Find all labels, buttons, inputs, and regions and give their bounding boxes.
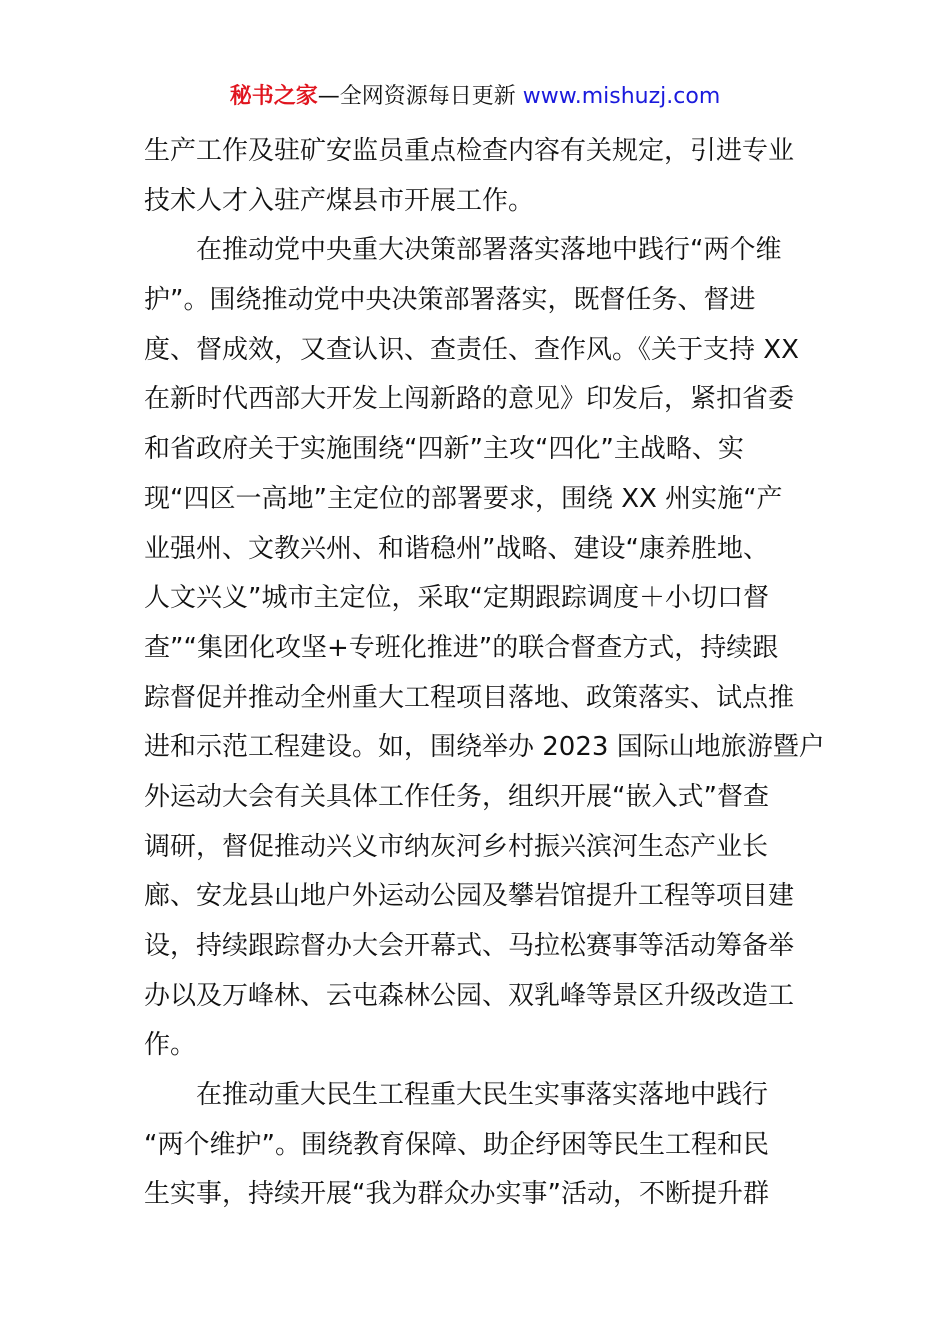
text-line: 现“四区一高地”主定位的部署要求，围绕 XX 州实施“产 xyxy=(144,483,783,514)
text-line: 生产工作及驻矿安监员重点检查内容有关规定，引进专业 xyxy=(144,136,795,166)
text-line: 生实事，持续开展“我为群众办实事”活动，不断提升群 xyxy=(144,1179,769,1210)
text-line: 在新时代西部大开发上闯新路的意见》印发后，紧扣省委 xyxy=(144,384,795,415)
text-line: 调研，督促推动兴义市纳灰河乡村振兴滨河生态产业长 xyxy=(144,831,769,862)
text-line: 作。 xyxy=(144,1030,197,1061)
text-line: 人文兴义”城市主定位，采取“定期跟踪调度＋小切口督 xyxy=(144,583,769,614)
text-line: 廊、安龙县山地户外运动公园及攀岩馆提升工程等项目建 xyxy=(144,881,795,912)
document-body xyxy=(144,127,825,1220)
text-line: 度、督成效，又查认识、查责任、查作风。《关于支持 XX xyxy=(144,334,799,365)
site-header xyxy=(0,80,950,114)
site-url-link[interactable]: www.mishuzj.com xyxy=(522,84,721,109)
text-line: 外运动大会有关具体工作任务，组织开展“嵌入式”督查 xyxy=(144,781,769,812)
text-line: 设，持续跟踪督办大会开幕式、马拉松赛事等活动筹备举 xyxy=(144,931,795,961)
text-line: 业强州、文教兴州、和谐稳州”战略、建设“康养胜地、 xyxy=(144,533,769,564)
text-line: 踪督促并推动全州重大工程项目落地、政策落实、试点推 xyxy=(144,682,795,713)
text-line: 办以及万峰林、云屯森林公园、双乳峰等景区升级改造工 xyxy=(144,980,795,1011)
text-line: 和省政府关于实施围绕“四新”主攻“四化”主战略、实 xyxy=(144,434,744,465)
site-brand: 秘书之家 xyxy=(229,84,318,109)
text-line: 在推动重大民生工程重大民生实事落实落地中践行 xyxy=(144,1080,769,1111)
text-line: 护”。围绕推动党中央决策部署落实，既督任务、督进 xyxy=(144,285,756,316)
site-tagline: —全网资源每日更新 xyxy=(317,84,516,109)
text-line: 查”“集团化攻坚+专班化推进”的联合督查方式，持续跟 xyxy=(144,632,779,663)
text-line: “两个维护”。围绕教育保障、助企纾困等民生工程和民 xyxy=(144,1129,769,1160)
text-line: 在推动党中央重大决策部署落实落地中践行“两个维 xyxy=(144,235,782,266)
text-line: 进和示范工程建设。如，围绕举办 2023 国际山地旅游暨户 xyxy=(144,732,825,763)
text-line: 技术人才入驻产煤县市开展工作。 xyxy=(144,185,535,216)
